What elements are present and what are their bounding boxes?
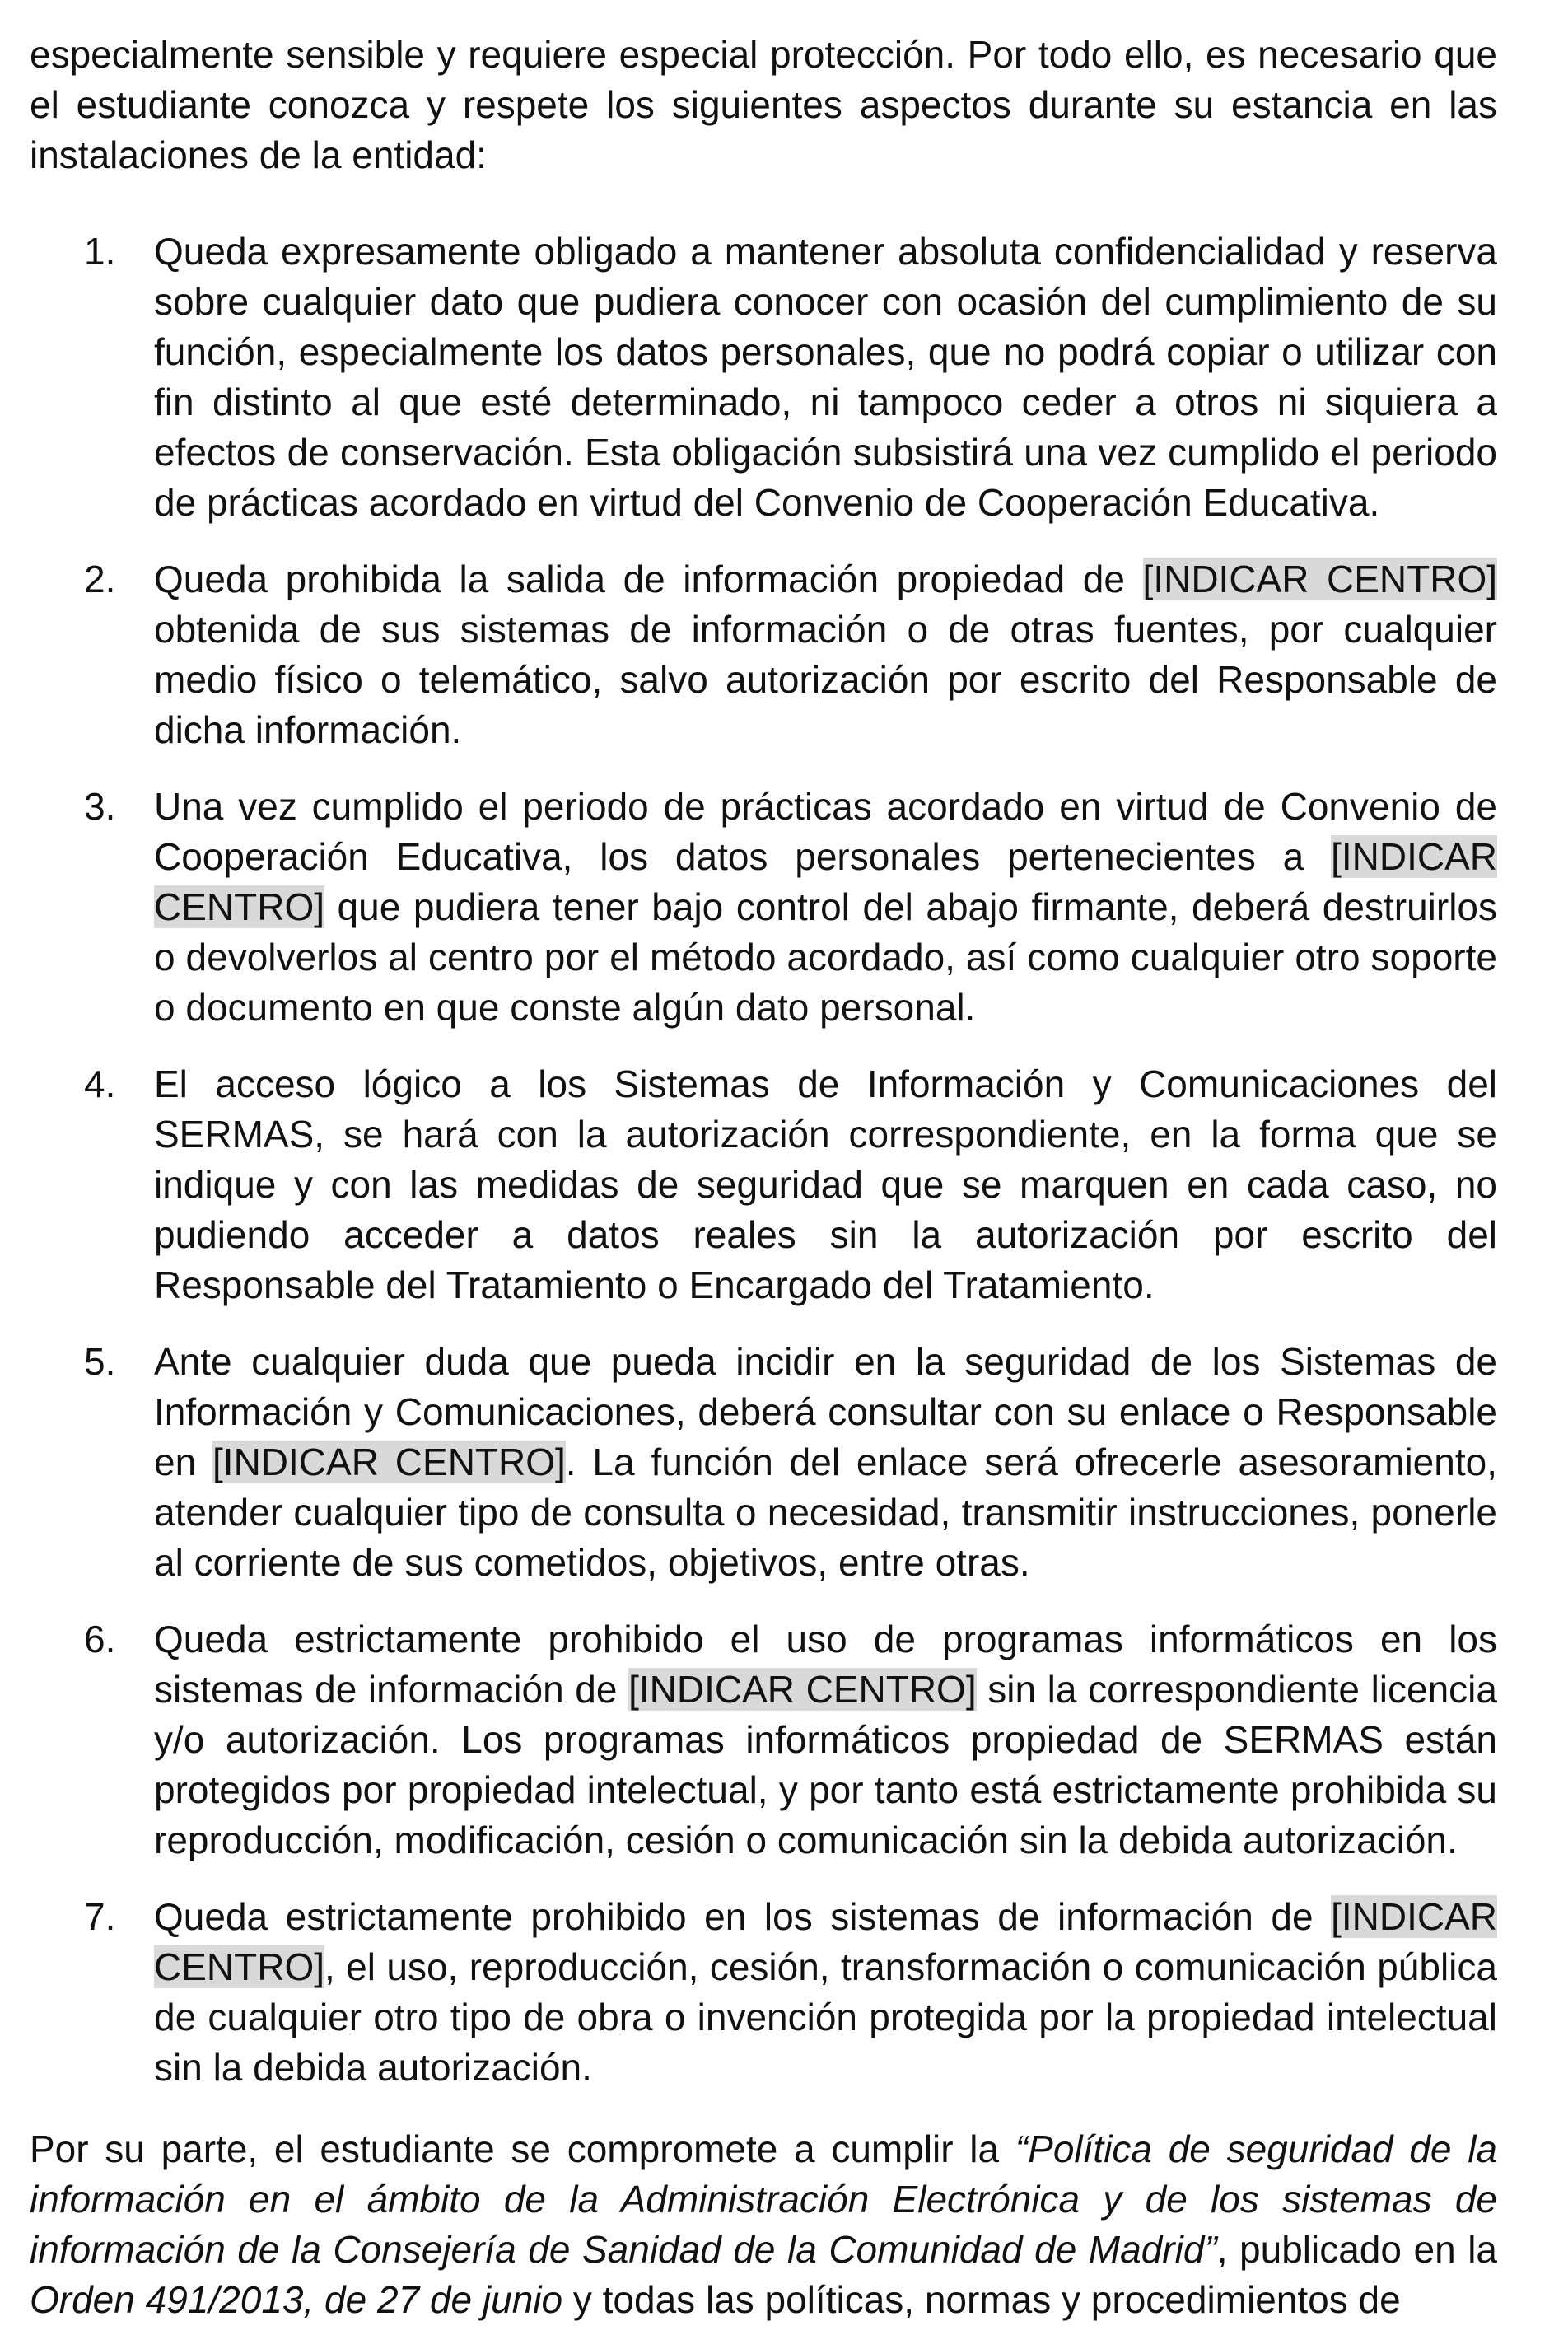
order-reference: Orden 491/2013, de 27 de junio bbox=[30, 2278, 563, 2321]
item-text: que pudiera tener bajo control del abajo firmante, deberá destruirlos o devolverlos al centro por el método acordado, así como cualquier otro soporte o documento en que conste algún dato personal. bbox=[154, 885, 1497, 1029]
document-page bbox=[30, 30, 1497, 2325]
closing-paragraph bbox=[30, 2124, 1497, 2325]
item-text: sin la correspondiente licencia y/o autorización. Los programas informáticos propiedad de SERMAS están protegidos por propiedad intelectual, y por tanto está estrictamente prohibida su reproducción, modificación, cesión o comunicación sin la debida autorización. bbox=[154, 1668, 1497, 1861]
list-item bbox=[30, 782, 1497, 1033]
closing-text: Por su parte, el estudiante se compromete a cumplir la bbox=[30, 2127, 1015, 2170]
item-text: Ante cualquier duda que pueda incidir en la seguridad de los Sistemas de Información y Comunicaciones, deberá consultar con su enlace o Responsable en bbox=[154, 1340, 1497, 1483]
item-text: Queda estrictamente prohibido el uso de programas informáticos en los sistemas de información de bbox=[154, 1618, 1497, 1711]
item-text: El acceso lógico a los Sistemas de Información y Comunicaciones del SERMAS, se hará con la autorización correspondiente, en la forma que se indique y con las medidas de seguridad que se marquen en cada caso, no pudiendo acceder a datos reales sin la autorización por escrito del Responsable del Tratamiento o Encargado del Tratamiento. bbox=[154, 1062, 1497, 1306]
policy-title: “Política de seguridad de la información en el ámbito de la Administración Electrónica y de los sistemas de información de la Consejería de Sanidad de la Comunidad de Madrid” bbox=[30, 2127, 1497, 2271]
list-item bbox=[30, 1059, 1497, 1310]
closing-text: , publicado en la bbox=[1216, 2228, 1497, 2271]
item-number: 4. bbox=[84, 1062, 116, 1105]
item-text: Queda estrictamente prohibido en los sistemas de información de bbox=[154, 1895, 1332, 1938]
item-number: 2. bbox=[84, 558, 116, 600]
item-text: obtenida de sus sistemas de información o de otras fuentes, por cualquier medio físico o telemático, salvo autorización por escrito del Responsable de dicha información. bbox=[154, 608, 1497, 751]
placeholder-highlight: [INDICAR CENTRO] bbox=[154, 1895, 1497, 1988]
item-number: 1. bbox=[84, 230, 116, 273]
item-number: 3. bbox=[84, 785, 116, 828]
closing-text: y todas las políticas, normas y procedimientos de bbox=[562, 2278, 1401, 2321]
intro-paragraph: especialmente sensible y requiere especial protección. Por todo ello, es necesario que el estudiante conozca y respete los siguientes aspectos durante su estancia en las instalaciones de la entidad: bbox=[30, 33, 1497, 176]
placeholder-highlight: [INDICAR CENTRO] bbox=[1142, 558, 1498, 600]
placeholder-highlight: [INDICAR CENTRO] bbox=[628, 1668, 977, 1711]
list-item bbox=[30, 1614, 1497, 1866]
item-number: 5. bbox=[84, 1340, 116, 1383]
item-text: Una vez cumplido el periodo de prácticas acordado en virtud de Convenio de Cooperación Educativa, los datos personales pertenecientes a bbox=[154, 785, 1497, 878]
list-item bbox=[30, 1337, 1497, 1588]
item-text: Queda expresamente obligado a mantener absoluta confidencialidad y reserva sobre cualquier dato que pudiera conocer con ocasión del cumplimiento de su función, especialmente los datos personales, que no podrá copiar o utilizar con fin distinto al que esté determinado, ni tampoco ceder a otros ni siquiera a efectos de conservación. Esta obligación subsistirá una vez cumplido el periodo de prácticas acordado en virtud del Convenio de Cooperación Educativa. bbox=[154, 230, 1497, 524]
item-text: , el uso, reproducción, cesión, transformación o comunicación pública de cualquier otro tipo de obra o invención protegida por la propiedad intelectual sin la debida autorización. bbox=[154, 1945, 1497, 2089]
item-number: 7. bbox=[84, 1895, 116, 1938]
placeholder-highlight: [INDICAR CENTRO] bbox=[212, 1441, 566, 1483]
item-text: . La función del enlace será ofrecerle asesoramiento, atender cualquier tipo de consulta o necesidad, transmitir instrucciones, ponerle al corriente de sus cometidos, objetivos, entre otras. bbox=[154, 1441, 1497, 1584]
list-item bbox=[30, 1892, 1497, 2093]
obligations-list bbox=[30, 226, 1497, 2093]
item-number: 6. bbox=[84, 1618, 116, 1660]
placeholder-highlight: [INDICAR CENTRO] bbox=[154, 835, 1497, 928]
item-text: Queda prohibida la salida de información propiedad de bbox=[154, 558, 1143, 600]
list-item bbox=[30, 554, 1497, 755]
list-item bbox=[30, 226, 1497, 528]
